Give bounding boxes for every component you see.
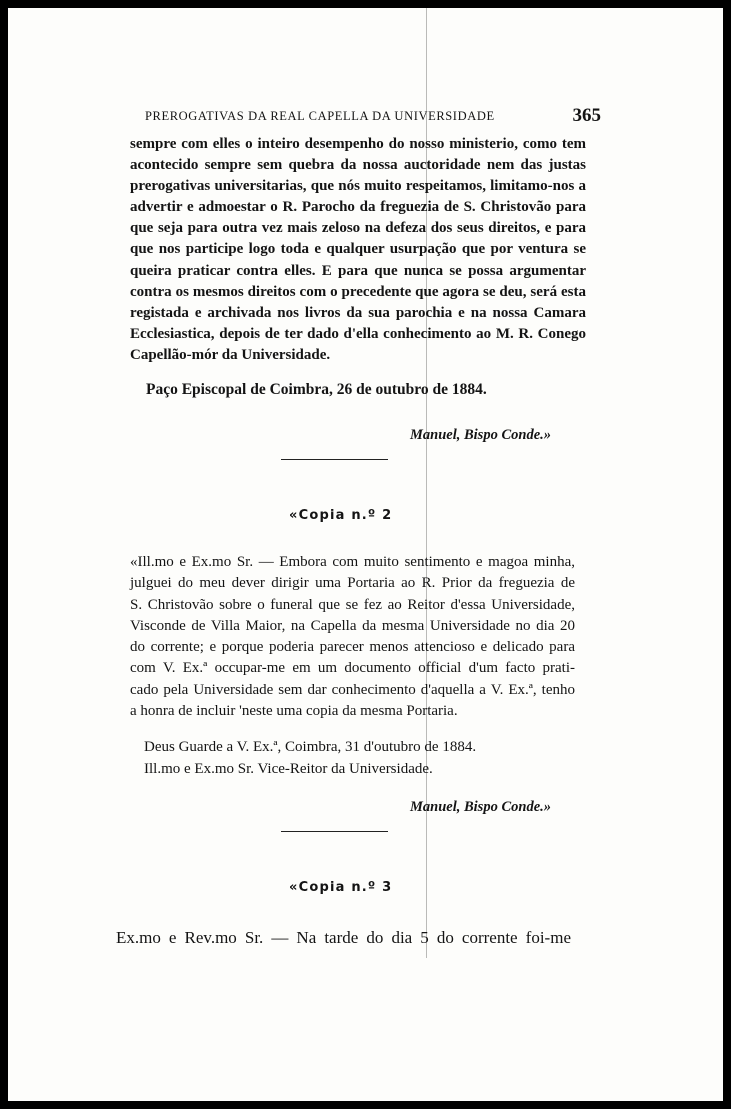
text-line: do corrente; e porque poderia parecer menos attencioso e delicado para (130, 639, 575, 656)
text-line: com V. Ex.ª occupar-me em um documento official d'um facto prati- (130, 660, 575, 677)
letter1-dateline: Paço Episcopal de Coimbra, 26 de outubro de 1884. (146, 381, 487, 398)
letter1-signature: Manuel, Bispo Conde.» (410, 427, 551, 443)
copia2-signature: Manuel, Bispo Conde.» (410, 799, 551, 815)
text-line: julguei do meu dever dirigir uma Portaria ao R. Prior da freguezia de (130, 575, 575, 592)
text-line: prerogativas universitarias, que nós muito respeitamos, limitamo-nos a (130, 178, 586, 195)
text-line: contra os mesmos direitos com o precedente que agora se deu, será esta (130, 283, 586, 300)
text-line: registada e archivada nos livros da sua parochia e na nossa Camara (130, 304, 586, 321)
text-line: Capellão-mór da Universidade. (130, 346, 331, 363)
text-line: que seja para outra vez mais zeloso na defeza dos seus direitos, e para (130, 220, 586, 237)
page-number: 365 (572, 105, 601, 126)
book-page (8, 8, 723, 1101)
text-line: S. Christovão sobre o funeral que se fez ao Reitor d'essa Universidade, (130, 596, 575, 613)
copia3-heading: «Copia n.º 3 (289, 880, 393, 895)
section-divider (281, 831, 388, 832)
text-line: Ill.mo e Ex.mo Sr. Vice-Reitor da Universidade. (144, 760, 433, 777)
text-line: a honra de incluir 'neste uma copia da mesma Portaria. (130, 703, 458, 720)
text-line: acontecido sempre sem quebra da nossa auctoridade nem das justas (130, 157, 586, 174)
letter1-body (130, 134, 586, 366)
text-line: «Ill.mo e Ex.mo Sr. — Embora com muito sentimento e magoa minha, (130, 554, 575, 570)
running-header (145, 105, 601, 129)
copia3-first-line: Ex.mo e Rev.mo Sr. — Na tarde do dia 5 do corrente foi-me (116, 928, 571, 947)
running-header-title: PREROGATIVAS DA REAL CAPELLA DA UNIVERSIDADE (145, 109, 495, 123)
text-line: Visconde de Villa Maior, na Capella da mesma Universidade no dia 20 (130, 617, 575, 634)
text-line: advertir e admoestar o R. Parocho da freguezia de S. Christovão para (130, 199, 586, 216)
text-line: Ecclesiastica, depois de ter dado d'ella conhecimento ao M. R. Conego (130, 325, 586, 342)
section-divider (281, 459, 388, 460)
text-line: Deus Guarde a V. Ex.ª, Coimbra, 31 d'outubro de 1884. (144, 739, 477, 755)
copia2-body (130, 552, 575, 722)
text-line: cado pela Universidade sem dar conhecimento d'aquella a V. Ex.ª, tenho (130, 681, 575, 698)
text-line: queira praticar contra elles. E para que nunca se possa argumentar (130, 262, 586, 279)
text-line: sempre com elles o inteiro desempenho do nosso ministerio, como tem (130, 136, 586, 152)
copia2-closing (144, 737, 584, 780)
copia2-heading: «Copia n.º 2 (289, 508, 393, 523)
text-line: que nos participe logo toda e qualquer usurpação que por ventura se (130, 241, 586, 258)
